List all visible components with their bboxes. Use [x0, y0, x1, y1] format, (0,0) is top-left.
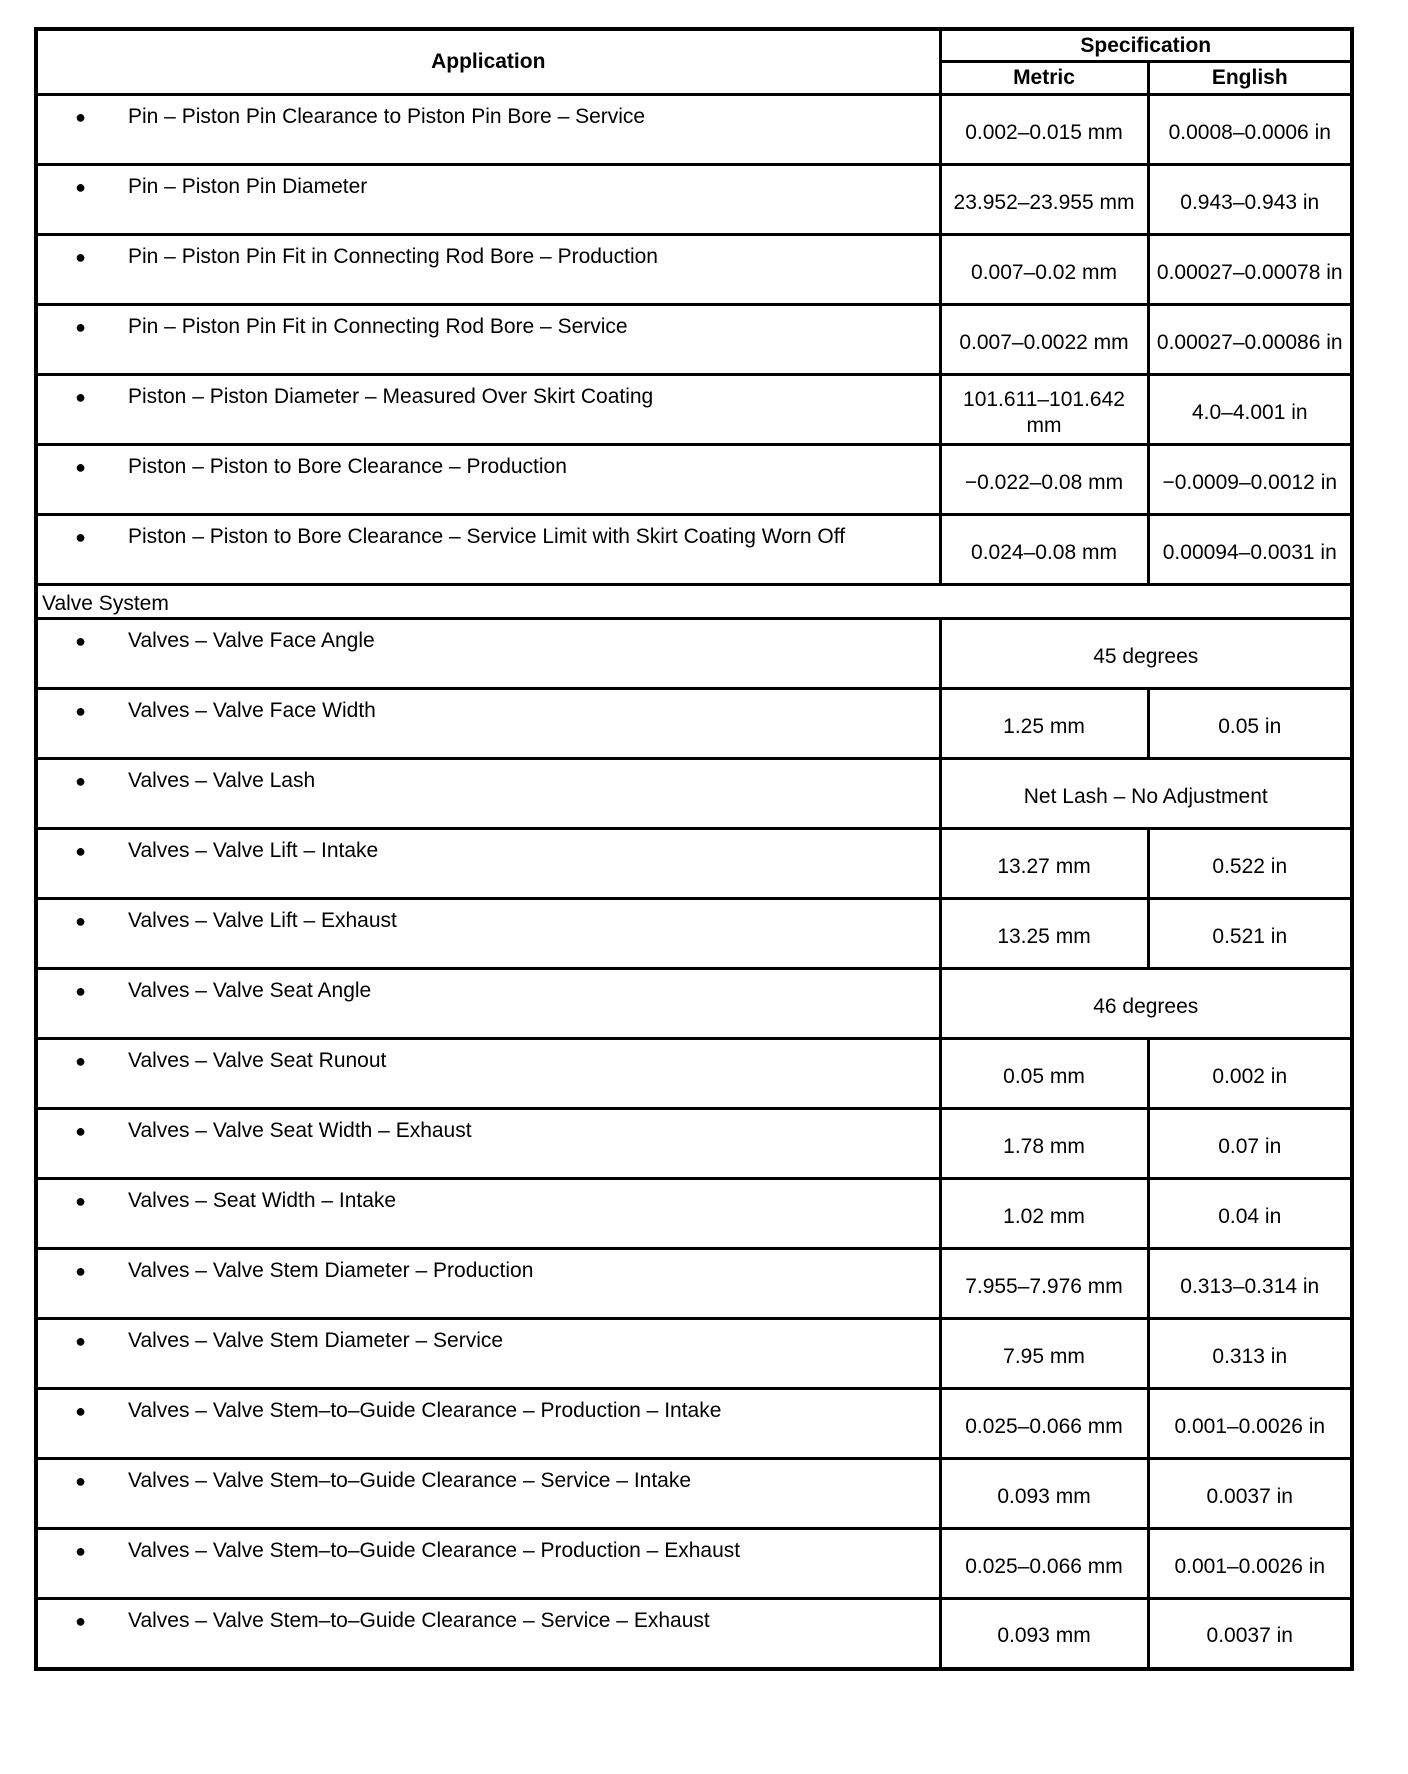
- table-row: [36, 1389, 1352, 1459]
- bullet-icon: ●: [75, 631, 86, 651]
- application-text: Pin – Piston Pin Fit in Connecting Rod Bore – Production: [128, 245, 658, 268]
- english-cell: 0.943–0.943 in: [1148, 165, 1352, 235]
- application-text: Pin – Piston Pin Fit in Connecting Rod Bore – Service: [128, 315, 628, 338]
- metric-cell: 1.25 mm: [940, 689, 1148, 759]
- application-cell: [36, 899, 940, 969]
- metric-cell: 0.025–0.066 mm: [940, 1389, 1148, 1459]
- application-text: Valves – Valve Lash: [128, 769, 316, 792]
- metric-cell: 7.95 mm: [940, 1319, 1148, 1389]
- section-title: Valve System: [36, 585, 1352, 619]
- application-cell: [36, 235, 940, 305]
- bullet-icon: ●: [75, 387, 86, 407]
- application-cell: [36, 969, 940, 1039]
- bullet-icon: ●: [75, 1051, 86, 1071]
- application-cell: [36, 1109, 940, 1179]
- metric-cell: 1.78 mm: [940, 1109, 1148, 1179]
- table-row: [36, 1599, 1352, 1669]
- bullet-icon: ●: [75, 1191, 86, 1211]
- specification-table: [34, 27, 1354, 1671]
- english-cell: 4.0–4.001 in: [1148, 375, 1352, 445]
- bullet-icon: ●: [75, 247, 86, 267]
- application-cell: [36, 1319, 940, 1389]
- english-cell: 0.04 in: [1148, 1179, 1352, 1249]
- application-text: Piston – Piston to Bore Clearance – Service Limit with Skirt Coating Worn Off: [128, 525, 846, 548]
- table-row: [36, 829, 1352, 899]
- application-text: Valves – Valve Seat Runout: [128, 1049, 387, 1072]
- english-cell: 0.0008–0.0006 in: [1148, 95, 1352, 165]
- application-cell: [36, 829, 940, 899]
- bullet-icon: ●: [75, 457, 86, 477]
- english-cell: 0.0037 in: [1148, 1599, 1352, 1669]
- table-row: [36, 899, 1352, 969]
- bullet-icon: ●: [75, 911, 86, 931]
- bullet-icon: ●: [75, 527, 86, 547]
- table-row: [36, 305, 1352, 375]
- table-row: [36, 445, 1352, 515]
- application-cell: [36, 1389, 940, 1459]
- application-text: Valves – Valve Stem–to–Guide Clearance – Service – Intake: [128, 1469, 692, 1492]
- application-cell: [36, 165, 940, 235]
- metric-cell: 0.007–0.0022 mm: [940, 305, 1148, 375]
- metric-cell: 1.02 mm: [940, 1179, 1148, 1249]
- table-row: [36, 969, 1352, 1039]
- metric-cell: 0.093 mm: [940, 1459, 1148, 1529]
- table-row: [36, 375, 1352, 445]
- application-cell: [36, 689, 940, 759]
- metric-cell: 13.27 mm: [940, 829, 1148, 899]
- english-cell: 0.0037 in: [1148, 1459, 1352, 1529]
- table-row: [36, 759, 1352, 829]
- metric-cell: 0.025–0.066 mm: [940, 1529, 1148, 1599]
- application-cell: [36, 95, 940, 165]
- metric-cell: 0.007–0.02 mm: [940, 235, 1148, 305]
- metric-cell: 101.611–101.642 mm: [940, 375, 1148, 445]
- english-cell: 0.001–0.0026 in: [1148, 1389, 1352, 1459]
- application-cell: [36, 1529, 940, 1599]
- application-cell: [36, 375, 940, 445]
- application-cell: [36, 1599, 940, 1669]
- table-row: [36, 619, 1352, 689]
- application-text: Piston – Piston Diameter – Measured Over Skirt Coating: [128, 385, 654, 408]
- application-text: Valves – Valve Face Width: [128, 699, 376, 722]
- bullet-icon: ●: [75, 1401, 86, 1421]
- table-row: [36, 1109, 1352, 1179]
- english-cell: 0.522 in: [1148, 829, 1352, 899]
- bullet-icon: ●: [75, 1121, 86, 1141]
- english-cell: 0.07 in: [1148, 1109, 1352, 1179]
- application-text: Valves – Valve Face Angle: [128, 629, 375, 652]
- table-row: [36, 1039, 1352, 1109]
- metric-cell: 13.25 mm: [940, 899, 1148, 969]
- application-cell: [36, 1459, 940, 1529]
- combined-spec-cell: 46 degrees: [940, 969, 1352, 1039]
- english-cell: 0.00094–0.0031 in: [1148, 515, 1352, 585]
- application-cell: [36, 305, 940, 375]
- application-text: Pin – Piston Pin Diameter: [128, 175, 368, 198]
- combined-spec-cell: Net Lash – No Adjustment: [940, 759, 1352, 829]
- table-row: [36, 1529, 1352, 1599]
- application-cell: [36, 1249, 940, 1319]
- application-cell: [36, 515, 940, 585]
- english-cell: 0.313 in: [1148, 1319, 1352, 1389]
- table-row: [36, 1249, 1352, 1319]
- bullet-icon: ●: [75, 771, 86, 791]
- combined-spec-cell: 45 degrees: [940, 619, 1352, 689]
- header-metric: Metric: [940, 62, 1148, 95]
- header-english: English: [1148, 62, 1352, 95]
- application-text: Piston – Piston to Bore Clearance – Production: [128, 455, 567, 478]
- table-body: [36, 95, 1352, 1669]
- bullet-icon: ●: [75, 107, 86, 127]
- application-cell: [36, 759, 940, 829]
- bullet-icon: ●: [75, 1261, 86, 1281]
- english-cell: 0.00027–0.00086 in: [1148, 305, 1352, 375]
- application-text: Valves – Valve Seat Width – Exhaust: [128, 1119, 472, 1142]
- metric-cell: 7.955–7.976 mm: [940, 1249, 1148, 1319]
- bullet-icon: ●: [75, 1471, 86, 1491]
- english-cell: 0.00027–0.00078 in: [1148, 235, 1352, 305]
- application-text: Valves – Valve Stem Diameter – Service: [128, 1329, 504, 1352]
- bullet-icon: ●: [75, 701, 86, 721]
- application-text: Pin – Piston Pin Clearance to Piston Pin Bore – Service: [128, 105, 646, 128]
- metric-cell: 23.952–23.955 mm: [940, 165, 1148, 235]
- metric-cell: 0.002–0.015 mm: [940, 95, 1148, 165]
- table-row: [36, 165, 1352, 235]
- table-row: [36, 1319, 1352, 1389]
- section-header-row: [36, 585, 1352, 619]
- header-specification: Specification: [940, 29, 1352, 62]
- metric-cell: 0.093 mm: [940, 1599, 1148, 1669]
- bullet-icon: ●: [75, 841, 86, 861]
- application-text: Valves – Seat Width – Intake: [128, 1189, 397, 1212]
- metric-cell: 0.024–0.08 mm: [940, 515, 1148, 585]
- header-application: Application: [36, 29, 940, 95]
- english-cell: −0.0009–0.0012 in: [1148, 445, 1352, 515]
- bullet-icon: ●: [75, 1611, 86, 1631]
- bullet-icon: ●: [75, 981, 86, 1001]
- application-text: Valves – Valve Stem Diameter – Production: [128, 1259, 534, 1282]
- metric-cell: −0.022–0.08 mm: [940, 445, 1148, 515]
- table-row: [36, 689, 1352, 759]
- english-cell: 0.313–0.314 in: [1148, 1249, 1352, 1319]
- application-cell: [36, 619, 940, 689]
- english-cell: 0.05 in: [1148, 689, 1352, 759]
- bullet-icon: ●: [75, 317, 86, 337]
- table-row: [36, 1179, 1352, 1249]
- application-text: Valves – Valve Stem–to–Guide Clearance – Service – Exhaust: [128, 1609, 710, 1632]
- application-text: Valves – Valve Lift – Intake: [128, 839, 379, 862]
- application-text: Valves – Valve Stem–to–Guide Clearance – Production – Exhaust: [128, 1539, 741, 1562]
- table-row: [36, 95, 1352, 165]
- application-cell: [36, 445, 940, 515]
- application-cell: [36, 1179, 940, 1249]
- english-cell: 0.521 in: [1148, 899, 1352, 969]
- bullet-icon: ●: [75, 177, 86, 197]
- application-text: Valves – Valve Lift – Exhaust: [128, 909, 397, 932]
- table-row: [36, 515, 1352, 585]
- metric-cell: 0.05 mm: [940, 1039, 1148, 1109]
- application-text: Valves – Valve Stem–to–Guide Clearance – Production – Intake: [128, 1399, 722, 1422]
- table-row: [36, 235, 1352, 305]
- english-cell: 0.002 in: [1148, 1039, 1352, 1109]
- bullet-icon: ●: [75, 1541, 86, 1561]
- english-cell: 0.001–0.0026 in: [1148, 1529, 1352, 1599]
- application-cell: [36, 1039, 940, 1109]
- application-text: Valves – Valve Seat Angle: [128, 979, 372, 1002]
- bullet-icon: ●: [75, 1331, 86, 1351]
- table-row: [36, 1459, 1352, 1529]
